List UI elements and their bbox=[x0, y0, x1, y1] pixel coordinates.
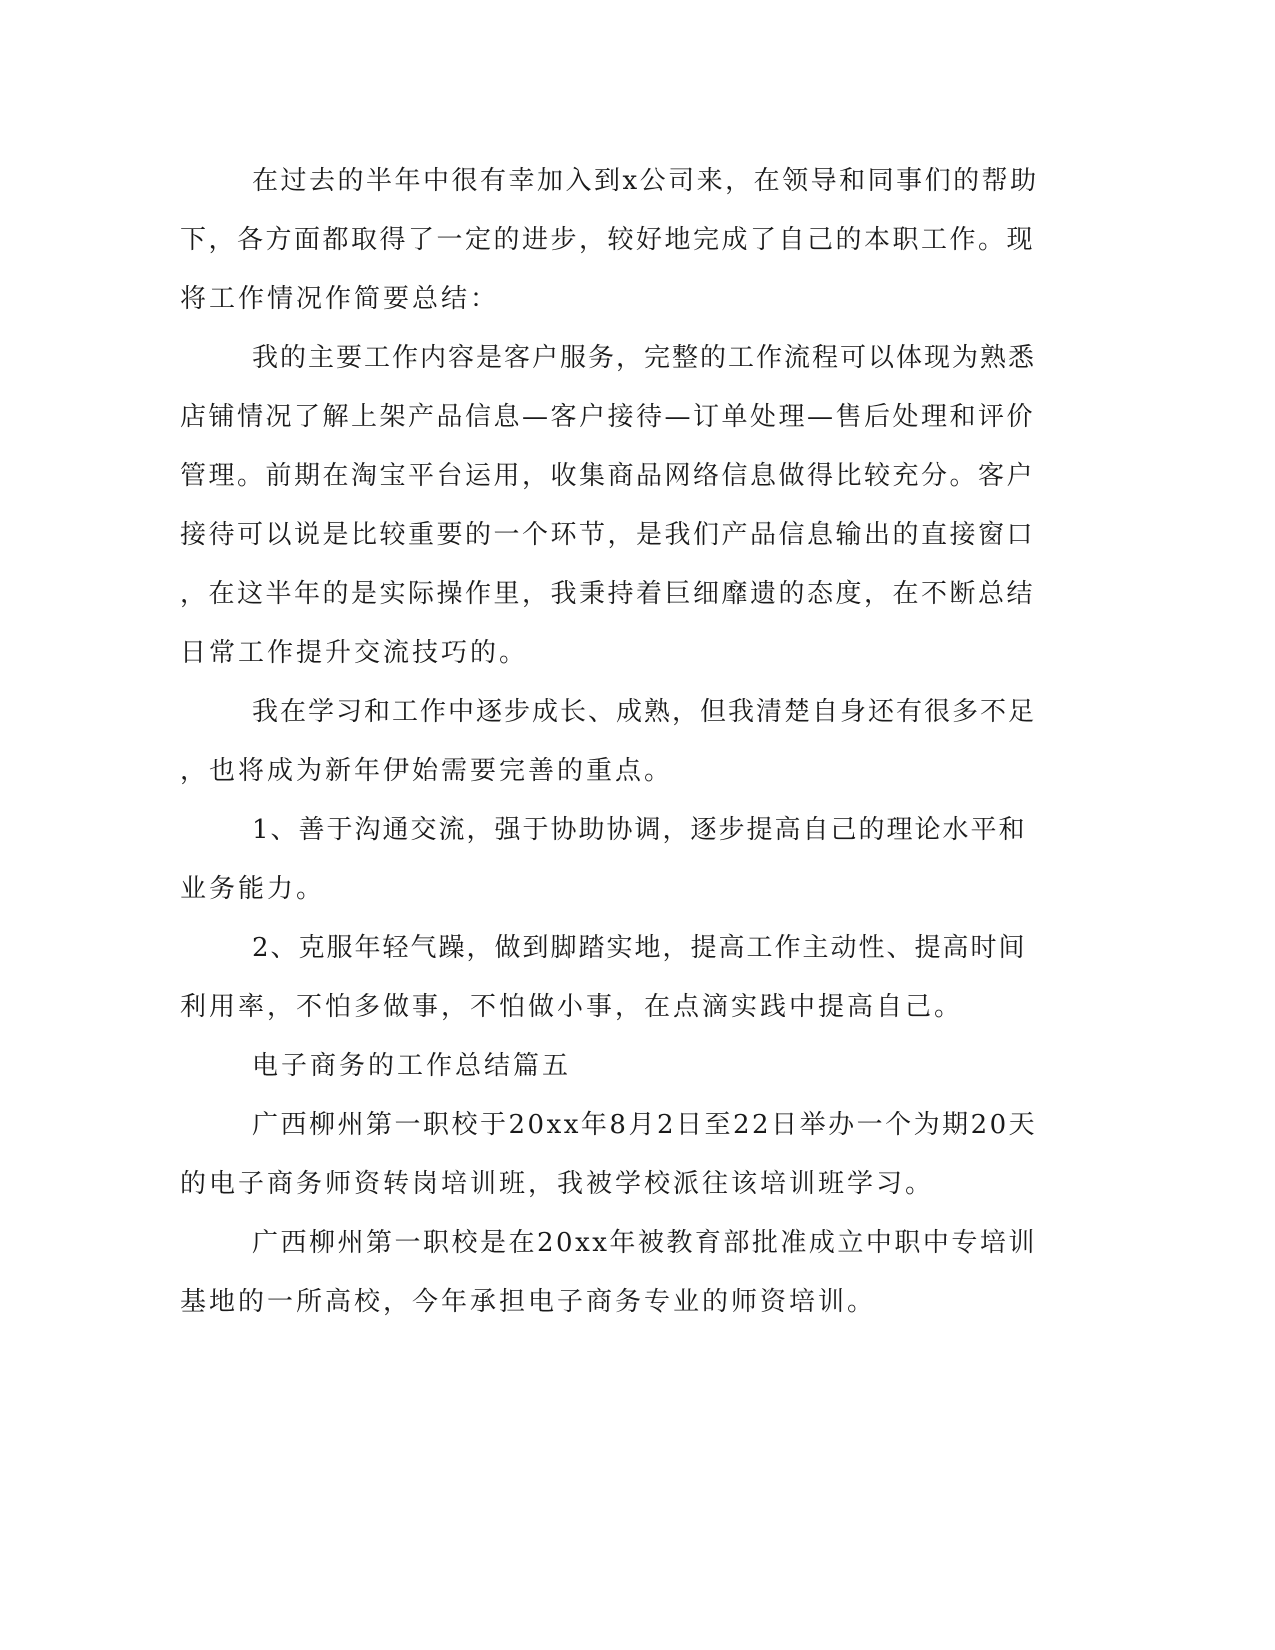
text-line: 我在学习和工作中逐步成长、成熟，但我清楚自身还有很多不足 bbox=[252, 697, 1037, 727]
text-line: ，也将成为新年伊始需要完善的重点。 bbox=[180, 756, 674, 786]
section-heading: 电子商务的工作总结篇五 bbox=[252, 1051, 572, 1081]
text-line: 在过去的半年中很有幸加入到x公司来，在领导和同事们的帮助 bbox=[252, 166, 1039, 196]
text-line: 广西柳州第一职校是在20xx年被教育部批准成立中职中专培训 bbox=[252, 1228, 1037, 1258]
text-line: 管理。前期在淘宝平台运用，收集商品网络信息做得比较充分。客户 bbox=[180, 461, 1036, 491]
text-line: 将工作情况作简要总结： bbox=[180, 284, 500, 314]
text-line: 我的主要工作内容是客户服务，完整的工作流程可以体现为熟悉 bbox=[252, 343, 1037, 373]
text-line: 2、克服年轻气躁，做到脚踏实地，提高工作主动性、提高时间 bbox=[252, 933, 1027, 963]
text-line: 基地的一所高校，今年承担电子商务专业的师资培训。 bbox=[180, 1287, 877, 1317]
text-line: 下，各方面都取得了一定的进步，较好地完成了自己的本职工作。现 bbox=[180, 225, 1036, 255]
text-line: 业务能力。 bbox=[180, 874, 326, 904]
text-line: 广西柳州第一职校于20xx年8月2日至22日举办一个为期20天 bbox=[252, 1110, 1038, 1140]
text-line: 日常工作提升交流技巧的。 bbox=[180, 638, 529, 668]
text-line: 1、善于沟通交流，强于协助协调，逐步提高自己的理论水平和 bbox=[252, 815, 1027, 845]
text-line: 利用率，不怕多做事，不怕做小事，在点滴实践中提高自己。 bbox=[180, 992, 964, 1022]
text-line: 的电子商务师资转岗培训班，我被学校派往该培训班学习。 bbox=[180, 1169, 935, 1199]
text-line: ，在这半年的是实际操作里，我秉持着巨细靡遗的态度，在不断总结 bbox=[180, 579, 1036, 609]
text-line: 店铺情况了解上架产品信息—客户接待—订单处理—售后处理和评价 bbox=[180, 402, 1036, 432]
text-line: 接待可以说是比较重要的一个环节，是我们产品信息输出的直接窗口 bbox=[180, 520, 1036, 550]
